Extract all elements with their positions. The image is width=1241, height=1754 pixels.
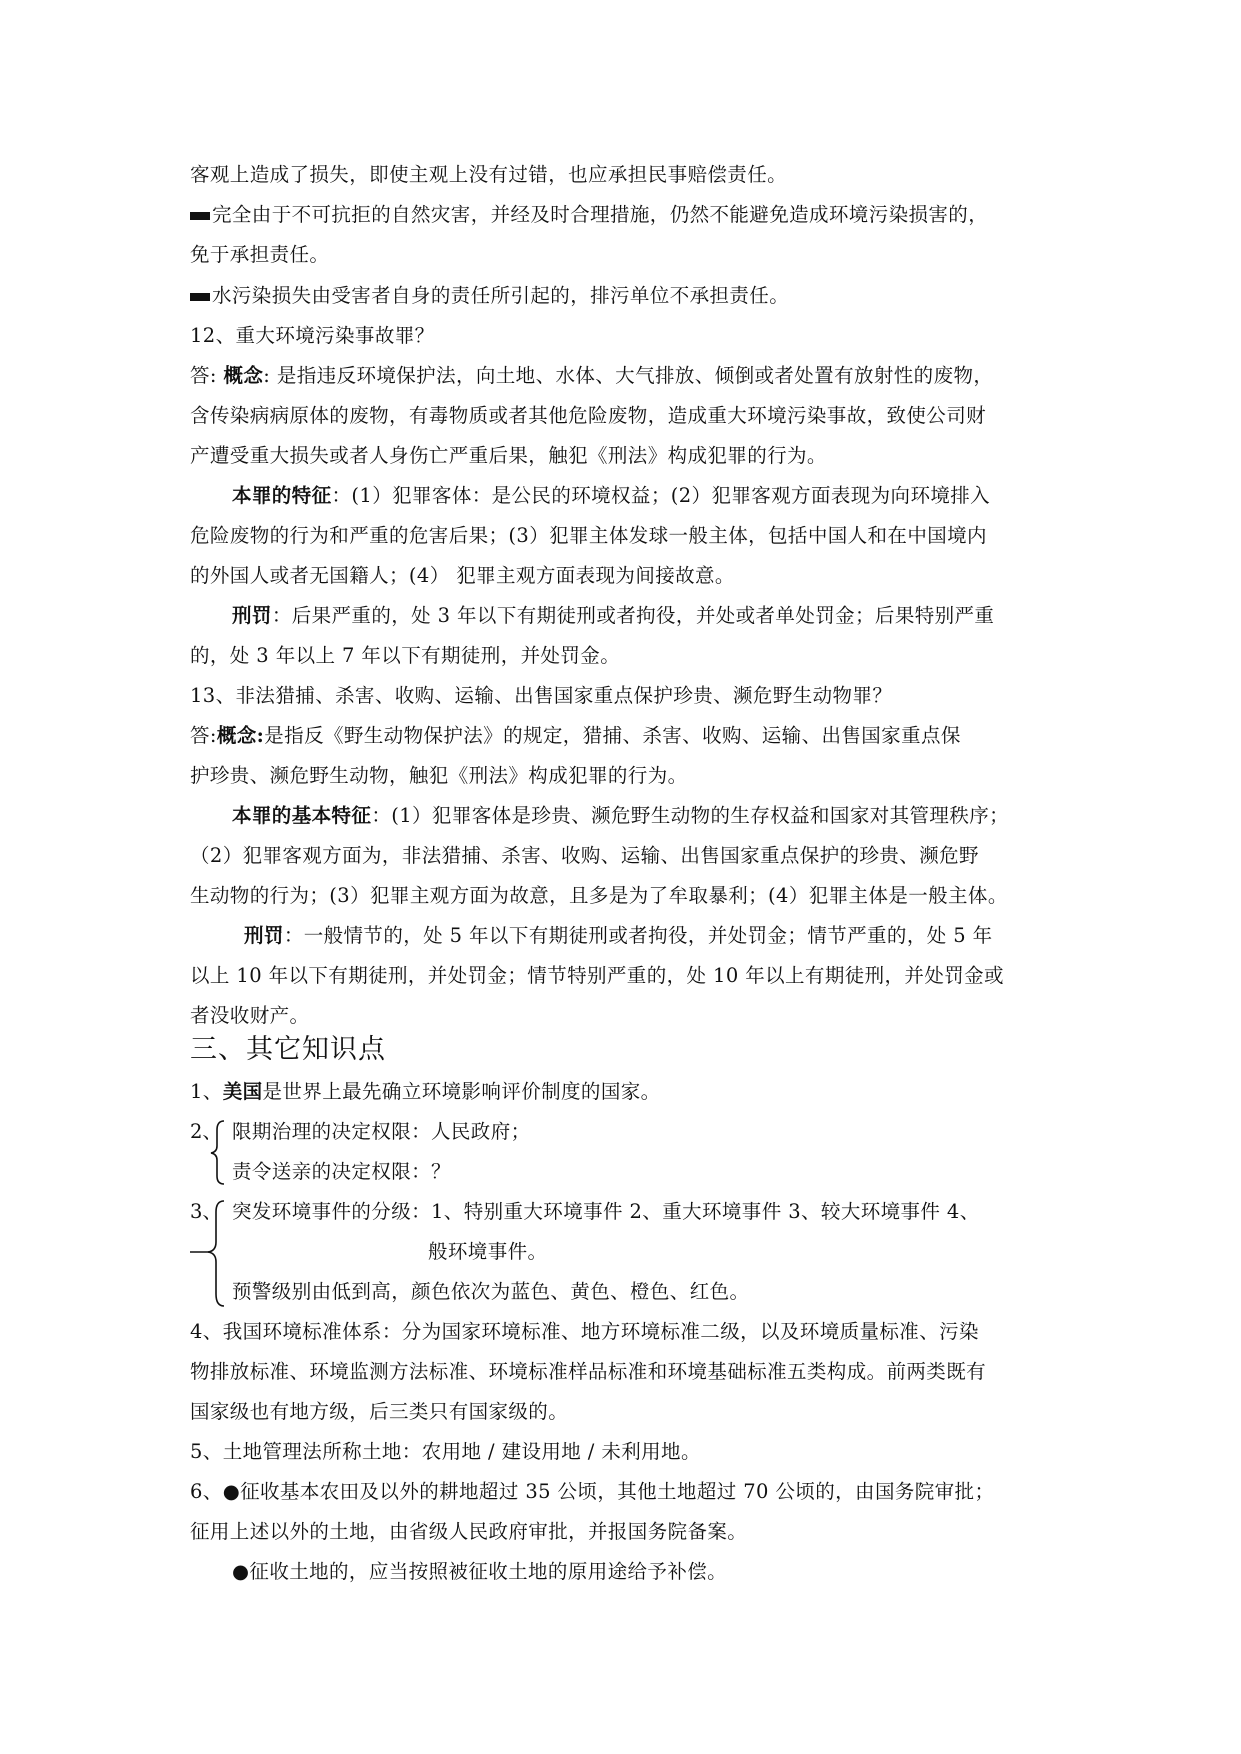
text-line: 1、美国是世界上最先确立环境影响评价制度的国家。 [190, 1080, 661, 1103]
text-line: 水污染损失由受害者自身的责任所引起的，排污单位不承担责任。 [190, 284, 789, 308]
curly-brace-icon [208, 1118, 228, 1188]
text-line: 答: 概念: 是指违反环境保护法，向土地、水体、大气排放、倾倒或者处置有放射性的废物， [190, 364, 994, 387]
text-line: 含传染病病原体的废物，有毒物质或者其他危险废物，造成重大环境污染事故，致使公司财 [190, 404, 987, 427]
text-line: 的外国人或者无国籍人；(4） 犯罪主观方面表现为间接故意。 [190, 564, 735, 587]
text-line: 般环境事件。 [428, 1240, 548, 1263]
text-line: 以上 10 年以下有期徒刑，并处罚金；情节特别严重的，处 10 年以上有期徒刑，并处罚金或 [190, 964, 1004, 987]
text-line: 本罪的特征：(1）犯罪客体：是公民的环境权益；(2）犯罪客观方面表现为向环境排入 [232, 484, 991, 507]
text-line: 生动物的行为；(3）犯罪主观方面为故意，且多是为了牟取暴利；(4）犯罪主体是一般主体。 [190, 884, 1008, 907]
text-line: 征用上述以外的土地，由省级人民政府审批，并报国务院备案。 [190, 1520, 748, 1543]
item-number: 3、 [190, 1200, 222, 1223]
text-line: 危险废物的行为和严重的危害后果；(3）犯罪主体发球一般主体，包括中国人和在中国境内 [190, 524, 987, 547]
text-line: （2）犯罪客观方面为，非法猎捕、杀害、收购、运输、出售国家重点保护的珍贵、濒危野 [190, 844, 979, 867]
text-line: 者没收财产。 [190, 1004, 310, 1027]
item-number: 2、 [190, 1120, 222, 1143]
curly-brace-icon [186, 1198, 230, 1310]
text-line: 限期治理的决定权限：人民政府； [232, 1120, 531, 1143]
text-line: 6、●征收基本农田及以外的耕地超过 35 公顷，其他土地超过 70 公顷的，由国务院审批； [190, 1480, 995, 1503]
text-line: 刑罚：后果严重的，处 3 年以下有期徒刑或者拘役，并处或者单处罚金；后果特别严重 [232, 604, 995, 627]
text-line: 免于承担责任。 [190, 243, 330, 266]
text-line: 国家级也有地方级，后三类只有国家级的。 [190, 1400, 569, 1423]
text-line: ●征收土地的，应当按照被征收土地的原用途给予补偿。 [232, 1560, 728, 1583]
text-line: 突发环境事件的分级：1、特别重大环境事件 2、重大环境事件 3、较大环境事件 4、 [232, 1200, 980, 1223]
text-line: 答:概念:是指反《野生动物保护法》的规定，猎捕、杀害、收购、运输、出售国家重点保 [190, 724, 961, 747]
section-heading: 三、其它知识点 [190, 1034, 386, 1065]
text-line: 预警级别由低到高，颜色依次为蓝色、黄色、橙色、红色。 [232, 1280, 750, 1303]
text-line: 护珍贵、濒危野生动物，触犯《刑法》构成犯罪的行为。 [190, 764, 688, 787]
question-13-title: 13、非法猎捕、杀害、收购、运输、出售国家重点保护珍贵、濒危野生动物罪？ [190, 684, 893, 707]
text-line: 5、土地管理法所称土地：农用地 / 建设用地 / 未利用地。 [190, 1440, 701, 1463]
text-line: 物排放标准、环境监测方法标准、环境标准样品标准和环境基础标准五类构成。前两类既有 [190, 1360, 987, 1383]
question-12-title: 12、重大环境污染事故罪？ [190, 324, 435, 347]
square-bullet-icon [190, 212, 210, 220]
text-line: 4、我国环境标准体系：分为国家环境标准、地方环境标准二级，以及环境质量标准、污染 [190, 1320, 979, 1343]
text-line: 责令送亲的决定权限：？ [232, 1160, 451, 1183]
text-line: 刑罚：一般情节的，处 5 年以下有期徒刑或者拘役，并处罚金；情节严重的，处 5 年 [244, 924, 993, 947]
text-line: 客观上造成了损失，即使主观上没有过错，也应承担民事赔偿责任。 [190, 163, 788, 186]
text-line: 本罪的基本特征：(1）犯罪客体是珍贵、濒危野生动物的生存权益和国家对其管理秩序； [232, 804, 1010, 827]
text-line: 产遭受重大损失或者人身伤亡严重后果，触犯《刑法》构成犯罪的行为。 [190, 444, 827, 467]
square-bullet-icon [190, 293, 210, 301]
text-line: 的，处 3 年以上 7 年以下有期徒刑，并处罚金。 [190, 644, 621, 667]
text-line: 完全由于不可抗拒的自然灾害，并经及时合理措施，仍然不能避免造成环境污染损害的， [190, 203, 988, 227]
